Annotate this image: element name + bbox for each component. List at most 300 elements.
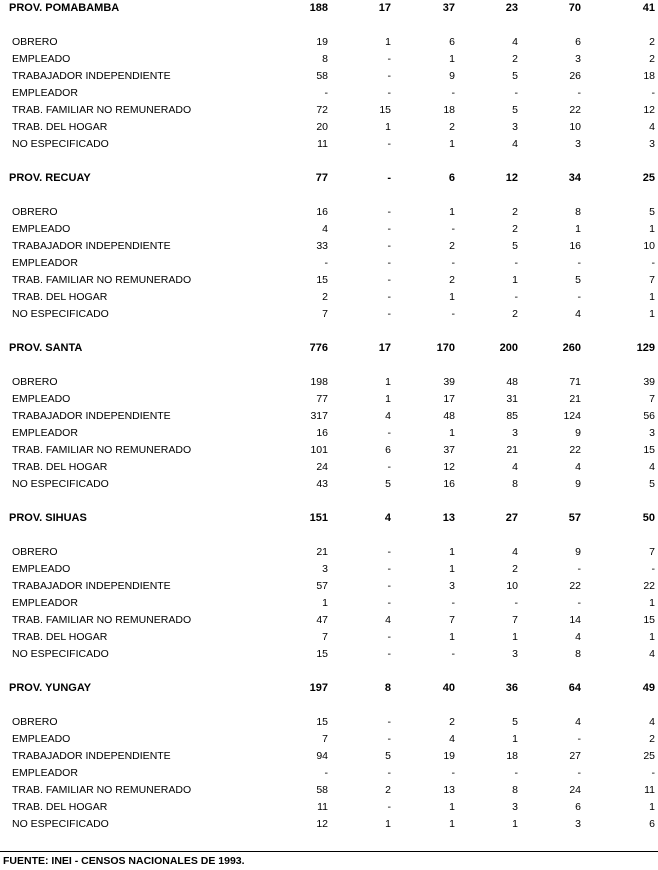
table-cell: 3 <box>449 580 455 592</box>
table-cell: - <box>577 767 581 779</box>
table-row <box>0 629 658 646</box>
table-cell: 198 <box>310 376 328 388</box>
table-cell: - <box>577 257 581 269</box>
table-cell: 1 <box>385 818 391 830</box>
table-cell: - <box>577 87 581 99</box>
table-cell: - <box>577 597 581 609</box>
row-label: OBRERO <box>12 546 58 558</box>
province-header <box>0 170 658 187</box>
row-label: EMPLEADO <box>12 53 71 65</box>
table-cell: 22 <box>643 580 655 592</box>
table-cell: 1 <box>649 631 655 643</box>
table-cell: 16 <box>569 240 581 252</box>
row-label: TRABAJADOR INDEPENDIENTE <box>12 240 171 252</box>
total-cell: 6 <box>448 172 455 184</box>
row-label: EMPLEADOR <box>12 597 78 609</box>
table-cell: 4 <box>512 461 518 473</box>
table-cell: 21 <box>316 546 328 558</box>
table-cell: 77 <box>316 393 328 405</box>
table-cell: 6 <box>649 818 655 830</box>
table-cell: 8 <box>575 206 581 218</box>
table-cell: - <box>451 308 455 320</box>
table-cell: - <box>387 631 391 643</box>
table-cell: - <box>324 257 328 269</box>
table-cell: - <box>387 801 391 813</box>
table-cell: 1 <box>322 597 328 609</box>
total-cell: 12 <box>505 172 518 184</box>
table-cell: - <box>651 563 655 575</box>
table-cell: - <box>387 138 391 150</box>
table-cell: - <box>387 733 391 745</box>
table-cell: 2 <box>512 223 518 235</box>
table-cell: 1 <box>512 274 518 286</box>
table-cell: - <box>451 257 455 269</box>
table-cell: 11 <box>644 784 655 796</box>
province-name: PROV. SIHUAS <box>9 512 87 524</box>
table-cell: 12 <box>443 461 455 473</box>
table-cell: 3 <box>512 648 518 660</box>
table-cell: 15 <box>316 274 328 286</box>
table-cell: 12 <box>316 818 328 830</box>
row-label: TRAB. FAMILIAR NO REMUNERADO <box>12 444 192 456</box>
table-cell: 1 <box>575 223 581 235</box>
table-cell: 4 <box>649 648 655 660</box>
table-cell: 2 <box>512 308 518 320</box>
table-cell: - <box>387 563 391 575</box>
table-cell: - <box>387 546 391 558</box>
table-cell: - <box>514 87 518 99</box>
table-cell: 58 <box>316 70 328 82</box>
table-cell: 37 <box>443 444 455 456</box>
table-cell: 17 <box>443 393 455 405</box>
total-cell: 64 <box>568 682 581 694</box>
table-cell: 3 <box>649 138 655 150</box>
province-name: PROV. SANTA <box>9 342 83 354</box>
total-cell: 776 <box>309 342 328 354</box>
table-cell: - <box>577 733 581 745</box>
table-cell: 72 <box>316 104 328 116</box>
section-gap <box>0 493 658 510</box>
table-cell: 24 <box>316 461 328 473</box>
table-cell: 3 <box>322 563 328 575</box>
table-cell: 3 <box>575 138 581 150</box>
table-cell: 2 <box>512 53 518 65</box>
table-cell: - <box>514 767 518 779</box>
table-cell: 2 <box>649 53 655 65</box>
table-cell: 11 <box>317 138 328 150</box>
table-cell: 1 <box>449 53 455 65</box>
row-label: NO ESPECIFICADO <box>12 818 109 830</box>
table-cell: 27 <box>569 750 581 762</box>
table-cell: 124 <box>563 410 581 422</box>
row-label: OBRERO <box>12 716 58 728</box>
table-cell: 1 <box>385 393 391 405</box>
row-label: OBRERO <box>12 206 58 218</box>
table-cell: - <box>387 206 391 218</box>
total-cell: 27 <box>505 512 518 524</box>
row-label: TRABAJADOR INDEPENDIENTE <box>12 410 171 422</box>
table-cell: 4 <box>575 308 581 320</box>
table-cell: 15 <box>643 444 655 456</box>
row-label: TRAB. DEL HOGAR <box>12 121 108 133</box>
total-cell: 13 <box>442 512 455 524</box>
row-label: EMPLEADO <box>12 733 71 745</box>
table-cell: 1 <box>449 563 455 575</box>
row-label: EMPLEADO <box>12 223 71 235</box>
table-cell: 7 <box>649 393 655 405</box>
table-cell: 85 <box>506 410 518 422</box>
table-cell: - <box>577 563 581 575</box>
province-name: PROV. RECUAY <box>9 172 91 184</box>
table-cell: 4 <box>512 36 518 48</box>
row-spacer <box>0 527 658 544</box>
table-cell: 2 <box>322 291 328 303</box>
table-cell: 4 <box>649 461 655 473</box>
total-cell: 70 <box>568 2 581 14</box>
table-row <box>0 51 658 68</box>
table-cell: - <box>577 291 581 303</box>
total-cell: 23 <box>505 2 518 14</box>
table-cell: 21 <box>569 393 581 405</box>
total-cell: 37 <box>442 2 455 14</box>
row-label: NO ESPECIFICADO <box>12 478 109 490</box>
table-row <box>0 748 658 765</box>
table-cell: 19 <box>316 36 328 48</box>
table-cell: 2 <box>385 784 391 796</box>
table-row <box>0 85 658 102</box>
table-cell: 4 <box>575 461 581 473</box>
table-cell: 4 <box>575 631 581 643</box>
table-row <box>0 476 658 493</box>
table-cell: 56 <box>643 410 655 422</box>
table-cell: - <box>387 427 391 439</box>
total-cell: 260 <box>562 342 581 354</box>
table-row <box>0 731 658 748</box>
table-cell: 7 <box>649 546 655 558</box>
table-cell: 10 <box>569 121 581 133</box>
row-label: EMPLEADOR <box>12 767 78 779</box>
table-cell: 1 <box>449 206 455 218</box>
section-gap <box>0 323 658 340</box>
row-label: TRAB. DEL HOGAR <box>12 801 108 813</box>
table-cell: 5 <box>512 240 518 252</box>
table-cell: 4 <box>649 121 655 133</box>
table-cell: 5 <box>512 70 518 82</box>
table-cell: 4 <box>512 138 518 150</box>
table-cell: 39 <box>443 376 455 388</box>
total-cell: 129 <box>636 342 655 354</box>
table-row <box>0 374 658 391</box>
table-cell: 48 <box>506 376 518 388</box>
province-name: PROV. YUNGAY <box>9 682 92 694</box>
table-cell: 4 <box>385 410 391 422</box>
section-gap <box>0 153 658 170</box>
table-cell: 24 <box>569 784 581 796</box>
table-cell: 14 <box>569 614 581 626</box>
row-label: TRAB. FAMILIAR NO REMUNERADO <box>12 274 192 286</box>
table-cell: 1 <box>385 121 391 133</box>
table-cell: 7 <box>649 274 655 286</box>
table-cell: 1 <box>512 818 518 830</box>
table-cell: 7 <box>449 614 455 626</box>
table-cell: 9 <box>575 546 581 558</box>
total-cell: 200 <box>499 342 518 354</box>
table-cell: 5 <box>385 478 391 490</box>
table-cell: 2 <box>649 733 655 745</box>
table-row <box>0 255 658 272</box>
table-cell: 6 <box>575 36 581 48</box>
table-cell: - <box>387 291 391 303</box>
province-name: PROV. POMABAMBA <box>9 2 120 14</box>
table-cell: 71 <box>569 376 581 388</box>
table-cell: 1 <box>449 818 455 830</box>
table-row <box>0 782 658 799</box>
table-row <box>0 595 658 612</box>
row-label: EMPLEADO <box>12 393 71 405</box>
table-cell: 5 <box>575 274 581 286</box>
table-cell: 22 <box>569 104 581 116</box>
table-cell: 4 <box>649 716 655 728</box>
table-cell: 3 <box>649 427 655 439</box>
table-cell: - <box>387 53 391 65</box>
table-cell: 3 <box>512 121 518 133</box>
total-cell: 36 <box>505 682 518 694</box>
table-row <box>0 799 658 816</box>
table-row <box>0 442 658 459</box>
table-row <box>0 544 658 561</box>
table-cell: 1 <box>649 223 655 235</box>
province-header <box>0 340 658 357</box>
table-cell: 1 <box>512 733 518 745</box>
table-cell: 48 <box>443 410 455 422</box>
table-cell: 4 <box>449 733 455 745</box>
source-footnote: FUENTE: INEI - CENSOS NACIONALES DE 1993. <box>3 855 245 867</box>
table-cell: 1 <box>449 546 455 558</box>
table-cell: 13 <box>443 784 455 796</box>
total-cell: - <box>387 172 391 184</box>
table-row <box>0 561 658 578</box>
table-cell: 16 <box>443 478 455 490</box>
table-cell: - <box>324 767 328 779</box>
row-label: EMPLEADOR <box>12 257 78 269</box>
table-cell: - <box>387 274 391 286</box>
table-cell: 25 <box>643 750 655 762</box>
table-cell: 1 <box>649 291 655 303</box>
table-row <box>0 102 658 119</box>
table-cell: 3 <box>575 818 581 830</box>
table-cell: - <box>651 767 655 779</box>
table-cell: 15 <box>316 648 328 660</box>
table-cell: 18 <box>643 70 655 82</box>
row-spacer <box>0 187 658 204</box>
table-row <box>0 646 658 663</box>
table-cell: - <box>387 223 391 235</box>
table-cell: - <box>387 767 391 779</box>
row-label: TRAB. FAMILIAR NO REMUNERADO <box>12 104 192 116</box>
table-row <box>0 714 658 731</box>
table-cell: 26 <box>569 70 581 82</box>
table-cell: 47 <box>316 614 328 626</box>
table-row <box>0 136 658 153</box>
table-cell: 1 <box>449 427 455 439</box>
table-cell: 4 <box>512 546 518 558</box>
table-cell: 1 <box>449 631 455 643</box>
total-cell: 8 <box>384 682 391 694</box>
table-cell: - <box>387 87 391 99</box>
table-cell: 7 <box>512 614 518 626</box>
table-cell: 22 <box>569 580 581 592</box>
table-row <box>0 289 658 306</box>
table-cell: 5 <box>649 206 655 218</box>
table-cell: 7 <box>322 308 328 320</box>
table-cell: 31 <box>506 393 518 405</box>
table-cell: 6 <box>575 801 581 813</box>
total-cell: 170 <box>436 342 455 354</box>
table-cell: 5 <box>649 478 655 490</box>
total-cell: 50 <box>642 512 655 524</box>
table-row <box>0 119 658 136</box>
province-header <box>0 680 658 697</box>
section-gap <box>0 663 658 680</box>
table-cell: 8 <box>512 784 518 796</box>
table-cell: 2 <box>512 206 518 218</box>
table-cell: 10 <box>506 580 518 592</box>
table-cell: - <box>387 597 391 609</box>
row-label: TRAB. DEL HOGAR <box>12 291 108 303</box>
row-label: NO ESPECIFICADO <box>12 648 109 660</box>
table-cell: 18 <box>443 104 455 116</box>
table-cell: 8 <box>512 478 518 490</box>
table-cell: 15 <box>643 614 655 626</box>
table-cell: 3 <box>575 53 581 65</box>
table-cell: - <box>324 87 328 99</box>
table-cell: 9 <box>575 427 581 439</box>
table-cell: - <box>387 308 391 320</box>
table-row <box>0 578 658 595</box>
table-cell: 2 <box>512 563 518 575</box>
table-cell: - <box>387 461 391 473</box>
province-header <box>0 0 658 17</box>
table-cell: 58 <box>316 784 328 796</box>
table-cell: 3 <box>512 801 518 813</box>
table-cell: - <box>514 291 518 303</box>
row-label: EMPLEADO <box>12 563 71 575</box>
table-cell: 1 <box>512 631 518 643</box>
table-cell: 1 <box>449 291 455 303</box>
table-row <box>0 238 658 255</box>
table-row <box>0 816 658 833</box>
table-cell: - <box>387 580 391 592</box>
table-cell: 12 <box>643 104 655 116</box>
province-header <box>0 510 658 527</box>
table-row <box>0 204 658 221</box>
row-label: TRAB. FAMILIAR NO REMUNERADO <box>12 614 192 626</box>
total-cell: 17 <box>378 342 391 354</box>
table-cell: - <box>387 240 391 252</box>
table-cell: 2 <box>649 36 655 48</box>
table-cell: - <box>651 87 655 99</box>
table-cell: - <box>387 257 391 269</box>
table-cell: - <box>451 767 455 779</box>
row-label: TRAB. DEL HOGAR <box>12 631 108 643</box>
table-row <box>0 68 658 85</box>
table-cell: 1 <box>649 801 655 813</box>
total-cell: 197 <box>309 682 328 694</box>
table-row <box>0 34 658 51</box>
total-cell: 40 <box>442 682 455 694</box>
table-cell: 5 <box>385 750 391 762</box>
table-cell: 5 <box>512 716 518 728</box>
total-cell: 25 <box>642 172 655 184</box>
table-cell: 317 <box>310 410 328 422</box>
row-label: NO ESPECIFICADO <box>12 138 109 150</box>
table-cell: 9 <box>575 478 581 490</box>
row-label: TRABAJADOR INDEPENDIENTE <box>12 70 171 82</box>
table-cell: 9 <box>449 70 455 82</box>
table-row <box>0 425 658 442</box>
table-row <box>0 459 658 476</box>
table-cell: 20 <box>316 121 328 133</box>
table-cell: 43 <box>316 478 328 490</box>
table-cell: 6 <box>385 444 391 456</box>
table-cell: - <box>514 597 518 609</box>
table-cell: - <box>451 223 455 235</box>
table-cell: 2 <box>449 240 455 252</box>
row-spacer <box>0 17 658 34</box>
table-cell: - <box>451 648 455 660</box>
total-cell: 17 <box>378 2 391 14</box>
table-cell: 101 <box>310 444 328 456</box>
table-cell: 1 <box>649 308 655 320</box>
footer-divider <box>0 851 658 852</box>
table-cell: 7 <box>322 733 328 745</box>
row-label: TRAB. DEL HOGAR <box>12 461 108 473</box>
table-row <box>0 765 658 782</box>
row-label: EMPLEADOR <box>12 427 78 439</box>
table-cell: 2 <box>449 121 455 133</box>
table-cell: 7 <box>322 631 328 643</box>
table-cell: 3 <box>512 427 518 439</box>
row-label: EMPLEADOR <box>12 87 78 99</box>
table-row <box>0 612 658 629</box>
table-cell: 4 <box>385 614 391 626</box>
table-cell: 8 <box>575 648 581 660</box>
table-cell: 57 <box>316 580 328 592</box>
table-cell: 1 <box>449 138 455 150</box>
table-cell: 8 <box>322 53 328 65</box>
table-cell: - <box>514 257 518 269</box>
table-cell: - <box>387 716 391 728</box>
table-cell: 22 <box>569 444 581 456</box>
table-cell: 4 <box>575 716 581 728</box>
table-cell: 4 <box>322 223 328 235</box>
row-spacer <box>0 697 658 714</box>
table-row <box>0 306 658 323</box>
row-spacer <box>0 357 658 374</box>
table-cell: 11 <box>317 801 328 813</box>
table-cell: 1 <box>649 597 655 609</box>
table-cell: 18 <box>506 750 518 762</box>
row-label: TRABAJADOR INDEPENDIENTE <box>12 750 171 762</box>
row-label: OBRERO <box>12 376 58 388</box>
total-cell: 57 <box>568 512 581 524</box>
table-cell: 2 <box>449 716 455 728</box>
table-cell: 19 <box>443 750 455 762</box>
total-cell: 41 <box>642 2 655 14</box>
table-cell: - <box>451 87 455 99</box>
table-cell: 6 <box>449 36 455 48</box>
table-cell: - <box>387 648 391 660</box>
